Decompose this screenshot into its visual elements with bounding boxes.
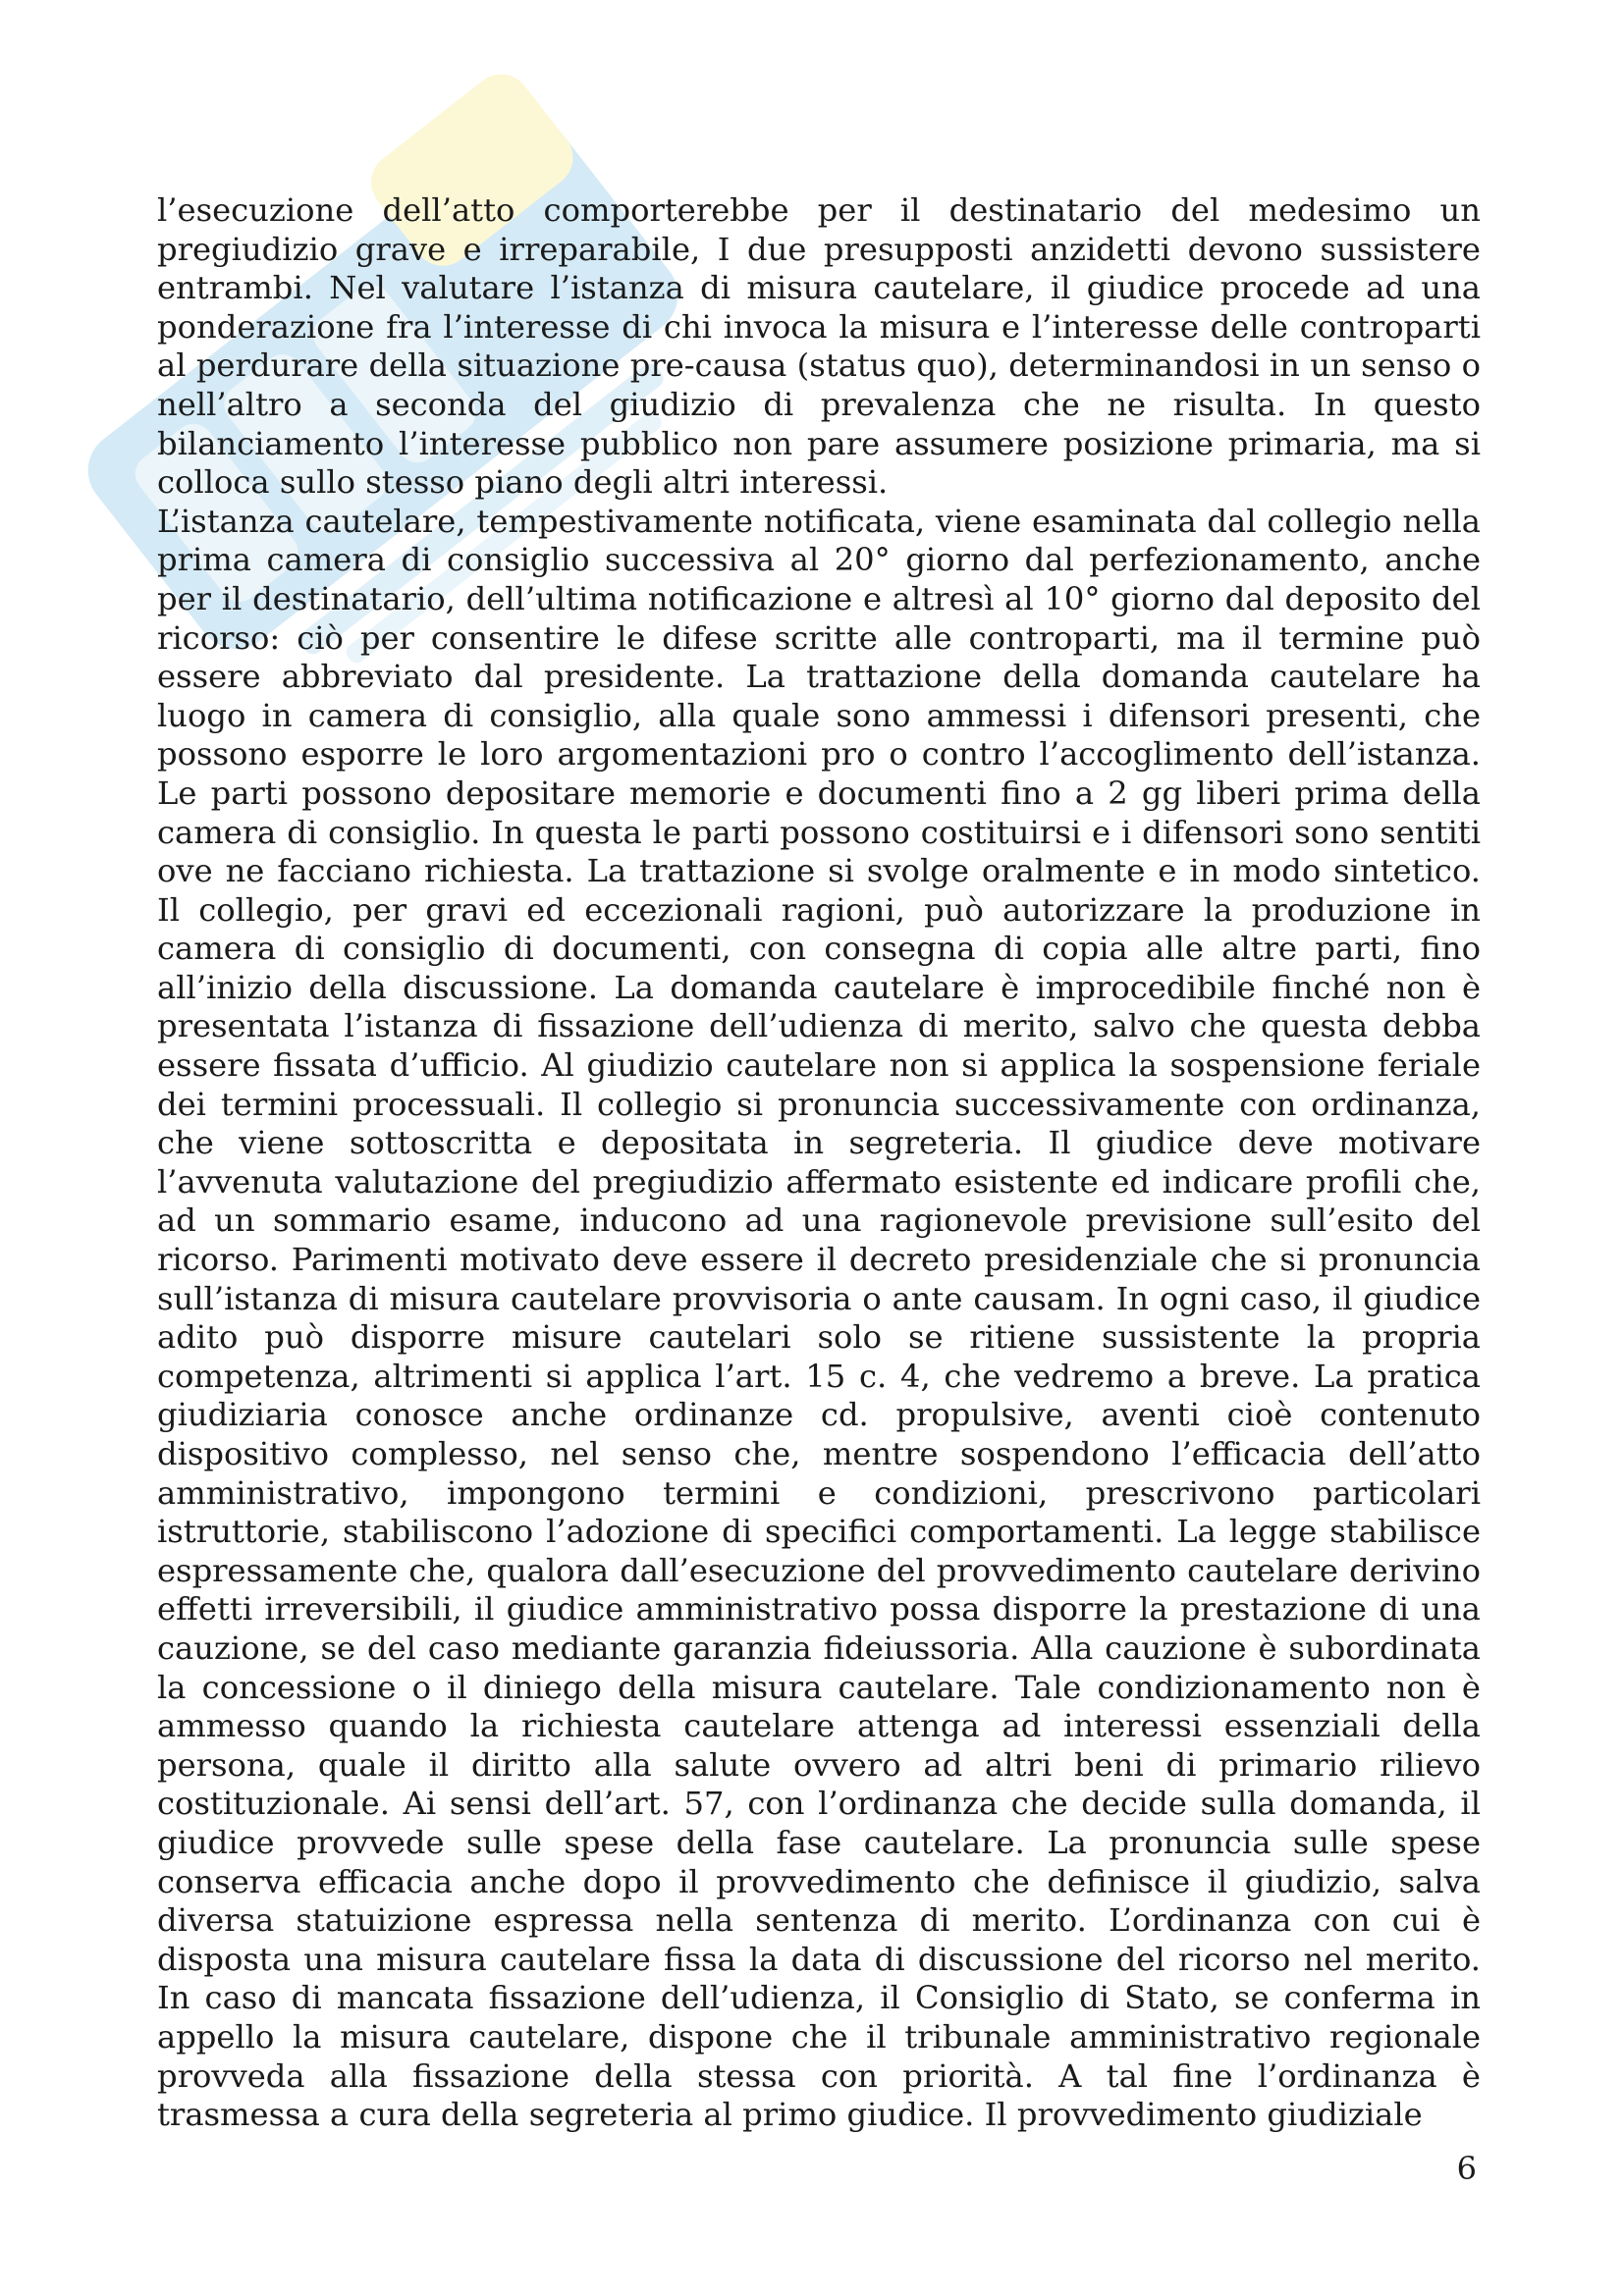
paragraph-2: L’istanza cautelare, tempestivamente notificata, viene esaminata dal collegio nella prima camera di consiglio successiva al 20° giorno dal perfezionamento, anche per il destinatario, dell’ultima notificazione e altresì al 10° giorno dal deposito del ricorso: ciò per consentire le difese scritte alle controparti, ma il termine può essere abbreviato dal presidente. La trattazione della domanda cautelare ha luogo in camera di consiglio, alla quale sono ammessi i difensori presenti, che possono esporre le loro argomentazioni pro o contro l’accoglimento dell’istanza. Le parti possono depositare memorie e documenti fino a 2 gg liberi prima della camera di consiglio. In questa le parti possono costituirsi e i difensori sono sentiti ove ne facciano richiesta. La trattazione si svolge oralmente e in modo sintetico. Il collegio, per gravi ed eccezionali ragioni, può autorizzare la produzione in camera di consiglio di documenti, con consegna di copia alle altre parti, fino all’inizio della discussione. La domanda cautelare è improcedibile finché non è presentata l’istanza di fissazione dell’udienza di merito, salvo che questa debba essere fissata d’ufficio. Al giudizio cautelare non si applica la sospensione feriale dei termini processuali. Il collegio si pronuncia successivamente con ordinanza, che viene sottoscritta e depositata in segreteria. Il giudice deve motivare l’avvenuta valutazione del pregiudizio affermato esistente ed indicare profili che, ad un sommario esame, inducono ad una ragionevole previsione sull’esito del ricorso. Parimenti motivato deve essere il decreto presidenziale che si pronuncia sull’istanza di misura cautelare provvisoria o ante causam. In ogni caso, il giudice adito può disporre misure cautelari solo se ritiene sussistente la propria competenza, altrimenti si applica l’art. 15 c. 4, che vedremo a breve. La pratica giudiziaria conosce anche ordinanze cd. propulsive, aventi cioè contenuto dispositivo complesso, nel senso che, mentre sospendono l’efficacia dell’atto amministrativo, impongono termini e condizioni, prescrivono particolari istruttorie, stabiliscono l’adozione di specifici comportamenti. La legge stabilisce espressamente che, qualora dall’esecuzione del provvedimento cautelare derivino effetti irreversibili, il giudice amministrativo possa disporre la prestazione di una cauzione, se del caso mediante garanzia fideiussoria. Alla cauzione è subordinata la concessione o il diniego della misura cautelare. Tale condizionamento non è ammesso quando la richiesta cautelare attenga ad interessi essenziali della persona, quale il diritto alla salute ovvero ad altri beni di primario rilievo costituzionale. Ai sensi dell’art. 57, con l’ordinanza che decide sulla domanda, il giudice provvede sulle spese della fase cautelare. La pronuncia sulle spese conserva efficacia anche dopo il provvedimento che definisce il giudizio, salva diversa statuizione espressa nella sentenza di merito. L’ordinanza con cui è disposta una misura cautelare fissa la data di discussione del ricorso nel merito. In caso di mancata fissazione dell’udienza, il Consiglio di Stato, se conferma in appello la misura cautelare, dispone che il tribunale amministrativo regionale provveda alla fissazione della stessa con priorità. A tal fine l’ordinanza è trasmessa a cura della segreteria al primo giudice. Il provvedimento giudiziale (157, 502, 1481, 2134)
paragraph-1: l’esecuzione dell’atto comporterebbe per il destinatario del medesimo un pregiudizio grave e irreparabile, I due presupposti anzidetti devono sussistere entrambi. Nel valutare l’istanza di misura cautelare, il giudice procede ad una ponderazione fra l’interesse di chi invoca la misura e l’interesse delle controparti al perdurare della situazione pre-causa (status quo), determinandosi in un senso o nell’altro a seconda del giudizio di prevalenza che ne risulta. In questo bilanciamento l’interesse pubblico non pare assumere posizione primaria, ma si colloca sullo stesso piano degli altri interessi. (157, 191, 1481, 502)
body-text (157, 191, 1481, 2135)
page-number: 6 (1456, 2150, 1477, 2187)
